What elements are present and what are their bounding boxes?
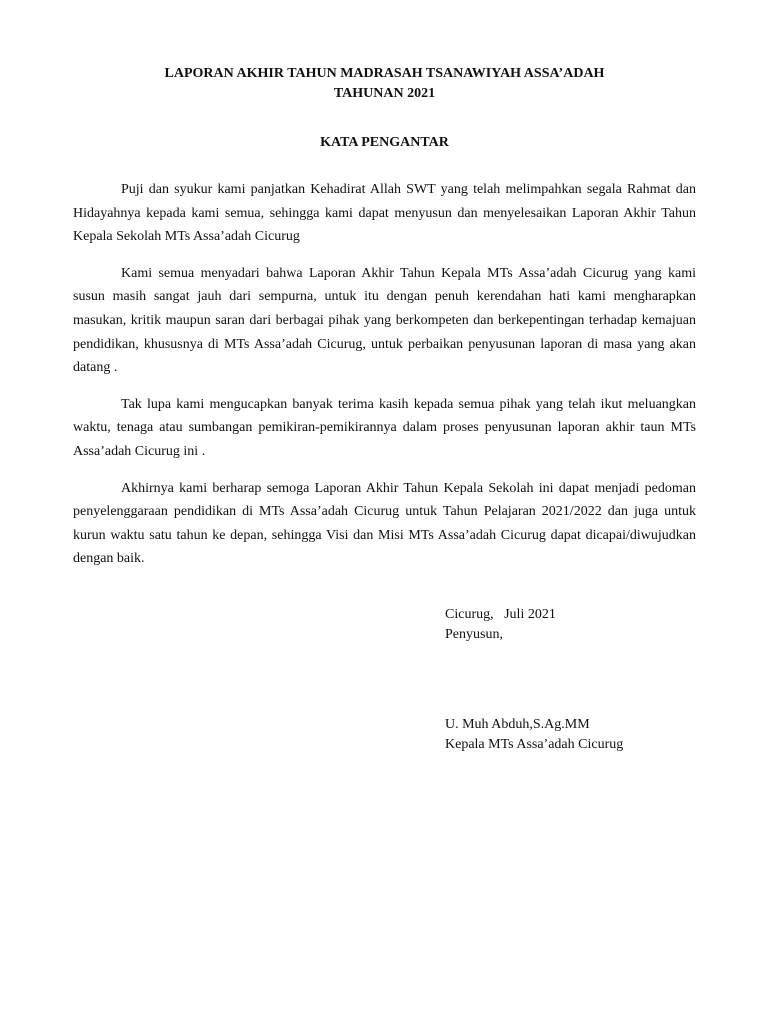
document-title-line-2: TAHUNAN 2021 (333, 86, 436, 101)
signer-name: U. Muh Abduh,S.Ag.MM (445, 717, 590, 732)
signature-header (445, 605, 556, 645)
document-title-line-1: LAPORAN AKHIR TAHUN MADRASAH TSANAWIYAH ASSA’ADAH (164, 66, 605, 81)
signature-role-label: Penyusun, (445, 627, 503, 642)
paragraph-3: Tak lupa kami mengucapkan banyak terima kasih kepada semua pihak yang telah ikut meluangkan waktu, tenaga atau sumbangan pemikiran-pemikirannya dalam proses penyusunan laporan akhir taun MTs Assa’adah Cicurug ini . (73, 396, 696, 459)
paragraph-2: Kami semua menyadari bahwa Laporan Akhir Tahun Kepala MTs Assa’adah Cicurug yang kami susun masih sangat jauh dari sempurna, untuk itu dengan penuh kerendahan hati kami mengharapkan masukan, kritik maupun saran dari berbagai pihak yang berkompeten dan berkepentingan terhadap kemajuan pendidikan, khususnya di MTs Assa’adah Cicurug, untuk perbaikan penyusunan laporan di masa yang akan datang . (73, 265, 696, 376)
signature-block (445, 715, 623, 755)
section-heading: KATA PENGANTAR (320, 135, 449, 150)
signature-place-date: Cicurug, Juli 2021 (445, 607, 556, 622)
signer-position: Kepala MTs Assa’adah Cicurug (445, 737, 624, 752)
paragraph-4: Akhirnya kami berharap semoga Laporan Akhir Tahun Kepala Sekolah ini dapat menjadi pedoman penyelenggaraan pendidikan di MTs Assa’adah Cicurug untuk Tahun Pelajaran 2021/2022 dan juga untuk kurun waktu satu tahun ke depan, sehingga Visi dan Misi MTs Assa’adah Cicurug dapat dicapai/diwujudkan dengan baik. (73, 480, 696, 567)
paragraph-1: Puji dan syukur kami panjatkan Kehadirat Allah SWT yang telah melimpahkan segala Rahmat dan Hidayahnya kepada kami semua, sehingga kami dapat menyusun dan menyelesaikan Laporan Akhir Tahun Kepala Sekolah MTs Assa’adah Cicurug (73, 182, 696, 245)
document-title (73, 0, 696, 104)
